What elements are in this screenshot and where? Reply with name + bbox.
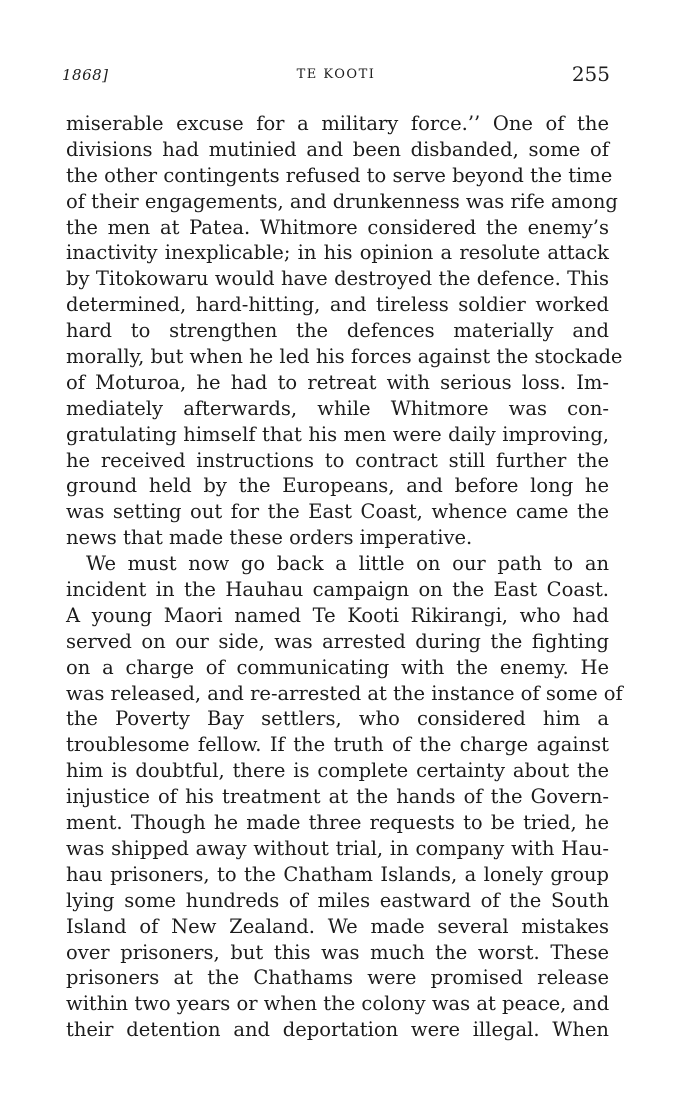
text-line: him is doubtful, there is complete certainty about the bbox=[66, 759, 609, 783]
text-line: the men at Patea. Whitmore considered the enemy’s bbox=[66, 215, 609, 239]
page-number: 255 bbox=[571, 62, 610, 86]
body-text bbox=[66, 111, 623, 1043]
text-line: their detention and deportation were illegal. When bbox=[66, 1018, 609, 1042]
text-line: injustice of his treatment at the hands of the Govern- bbox=[66, 785, 609, 809]
text-line: ground held by the Europeans, and before long he bbox=[66, 474, 609, 498]
text-line: was shipped away without trial, in company with Hau- bbox=[66, 836, 609, 860]
text-line: of their engagements, and drunkenness was rife among bbox=[66, 189, 618, 213]
text-line: inactivity inexplicable; in his opinion a resolute attack bbox=[66, 241, 609, 265]
text-line: Island of New Zealand. We made several mistakes bbox=[66, 914, 609, 938]
text-line: divisions had mutinied and been disbanded, some of bbox=[66, 137, 609, 161]
text-line: news that made these orders imperative. bbox=[66, 526, 473, 550]
text-line: hau prisoners, to the Chatham Islands, a lonely group bbox=[66, 862, 609, 886]
text-line: lying some hundreds of miles eastward of the South bbox=[66, 888, 609, 912]
text-line: troublesome fellow. If the truth of the charge against bbox=[66, 733, 609, 757]
text-line: was released, and re-arrested at the instance of some of bbox=[66, 681, 623, 705]
text-line: over prisoners, but this was much the worst. These bbox=[66, 940, 609, 964]
text-line: served on our side, was arrested during the fighting bbox=[66, 629, 609, 653]
header-date: 1868] bbox=[62, 66, 109, 84]
text-line: was setting out for the East Coast, whence came the bbox=[66, 500, 609, 524]
running-header bbox=[62, 62, 610, 92]
text-line: miserable excuse for a military force.’’ One of the bbox=[66, 112, 609, 135]
text-line: hard to strengthen the defences materially and bbox=[66, 319, 609, 343]
text-line: morally, but when he led his forces against the stockade bbox=[66, 345, 623, 369]
text-line: the other contingents refused to serve beyond the time bbox=[66, 163, 613, 187]
text-line: A young Maori named Te Kooti Rikirangi, who had bbox=[66, 603, 609, 627]
text-line: within two years or when the colony was at peace, and bbox=[66, 992, 610, 1016]
text-line: ment. Though he made three requests to be tried, he bbox=[66, 811, 609, 835]
text-line: mediately afterwards, while Whitmore was con- bbox=[66, 396, 609, 420]
text-line: incident in the Hauhau campaign on the East Coast. bbox=[66, 578, 609, 602]
text-line: he received instructions to contract still further the bbox=[66, 448, 609, 472]
text-line: on a charge of communicating with the enemy. He bbox=[66, 655, 609, 679]
text-line: of Moturoa, he had to retreat with serious loss. Im- bbox=[66, 370, 609, 394]
text-line: by Titokowaru would have destroyed the defence. This bbox=[66, 267, 609, 291]
paragraph-first-line: We must now go back a little on our path to an bbox=[86, 552, 609, 576]
text-line: gratulating himself that his men were daily improving, bbox=[66, 422, 609, 446]
header-title: TE KOOTI bbox=[296, 67, 376, 82]
text-line: the Poverty Bay settlers, who considered him a bbox=[66, 707, 609, 731]
text-line: prisoners at the Chathams were promised release bbox=[66, 966, 609, 990]
text-line: determined, hard-hitting, and tireless soldier worked bbox=[66, 293, 609, 317]
